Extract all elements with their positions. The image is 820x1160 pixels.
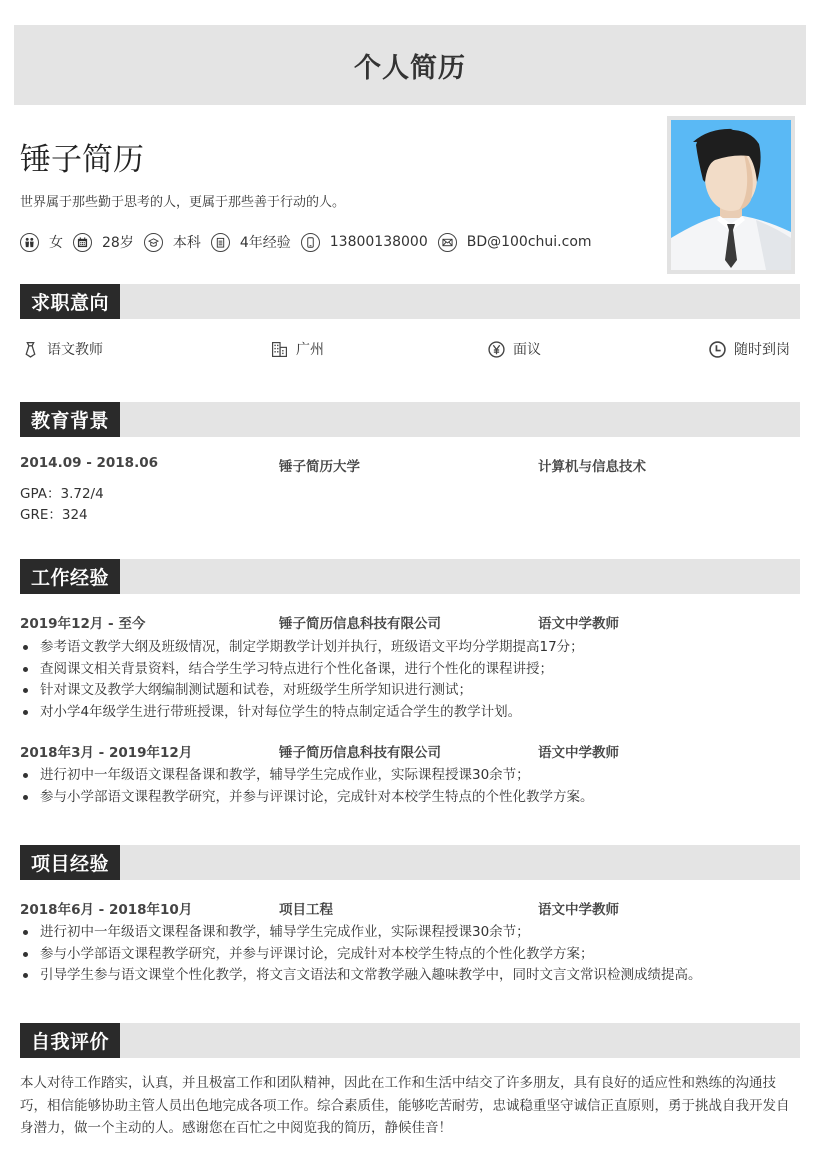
work-entry-2-bullets (20, 765, 594, 808)
work-entry-role: 语文中学教师 (538, 616, 619, 632)
yen-icon (488, 341, 505, 358)
education-period: 2014.09 - 2018.06 (20, 455, 158, 471)
info-phone (301, 233, 428, 252)
info-degree (144, 232, 201, 252)
intent-position-value: 语文教师 (47, 342, 103, 358)
info-age-value: 28岁 (102, 235, 134, 251)
list-item: 参考语文教学大纲及班级情况，制定学期教学计划并执行，班级语文平均分学期提高17分； (20, 637, 584, 659)
intent-availability (709, 339, 790, 359)
mail-icon (438, 233, 457, 252)
section-title-self-eval: 自我评价 (20, 1023, 120, 1058)
candidate-motto: 世界属于那些勤于思考的人，更属于那些善于行动的人。 (20, 195, 346, 210)
intent-salary (488, 339, 541, 359)
info-experience-value: 4年经验 (239, 235, 291, 251)
personal-info-line (20, 232, 602, 252)
intent-city (271, 339, 324, 359)
section-header-self-eval (20, 1023, 800, 1058)
education-school: 锤子简历大学 (279, 459, 360, 475)
list-item: 参与小学部语文课程教学研究，并参与评课讨论，完成针对本校学生特点的个性化教学方案； (20, 944, 702, 966)
work-entry-period: 2018年3月 - 2019年12月 (20, 745, 193, 761)
intent-availability-value: 随时到岗 (734, 342, 790, 358)
section-title-project: 项目经验 (20, 845, 120, 880)
tie-icon (22, 341, 39, 358)
section-header-project (20, 845, 800, 880)
section-header-education (20, 402, 800, 437)
candidate-name: 锤子简历 (20, 142, 144, 178)
section-header-intent (20, 284, 800, 319)
list-item: 对小学4年级学生进行带班授课，针对每位学生的特点制定适合学生的教学计划。 (20, 702, 584, 724)
intent-position (22, 339, 103, 359)
avatar-illustration (671, 120, 791, 270)
work-entry-role: 语文中学教师 (538, 745, 619, 761)
info-phone-value: 13800138000 (329, 234, 428, 250)
work-entry-period: 2019年12月 - 至今 (20, 616, 146, 632)
list-item: 进行初中一年级语文课程备课和教学，辅导学生完成作业，实际课程授课30余节； (20, 765, 594, 787)
list-item: 进行初中一年级语文课程备课和教学，辅导学生完成作业，实际课程授课30余节； (20, 922, 702, 944)
list-item: 参与小学部语文课程教学研究，并参与评课讨论，完成针对本校学生特点的个性化教学方案。 (20, 787, 594, 809)
project-role: 语文中学教师 (538, 902, 619, 918)
intent-city-value: 广州 (296, 342, 324, 358)
gender-icon (20, 233, 39, 252)
phone-icon (301, 233, 320, 252)
education-gre: GRE：324 (20, 507, 88, 523)
project-period: 2018年6月 - 2018年10月 (20, 902, 193, 918)
work-entry-company: 锤子简历信息科技有限公司 (279, 745, 441, 761)
list-item: 引导学生参与语文课堂个性化教学，将文言文语法和文常教学融入趣味教学中，同时文言文常识检测成绩提高。 (20, 965, 702, 987)
section-title-intent: 求职意向 (20, 284, 120, 319)
section-header-work (20, 559, 800, 594)
section-title-education: 教育背景 (20, 402, 120, 437)
graduation-cap-icon (144, 233, 163, 252)
info-age (73, 232, 134, 252)
work-entry-1-bullets (20, 637, 584, 723)
info-gender (20, 232, 63, 252)
building-icon (271, 341, 288, 358)
info-gender-value: 女 (49, 235, 63, 251)
job-intent-row (20, 339, 790, 361)
info-experience (211, 232, 291, 252)
section-title-work: 工作经验 (20, 559, 120, 594)
resume-banner (14, 25, 806, 105)
clock-icon (709, 341, 726, 358)
info-email-value: BD@100chui.com (466, 234, 592, 250)
education-major: 计算机与信息技术 (538, 459, 646, 475)
calendar-icon (73, 233, 92, 252)
education-gpa: GPA：3.72/4 (20, 486, 104, 502)
clipboard-icon (211, 233, 230, 252)
work-entry-company: 锤子简历信息科技有限公司 (279, 616, 441, 632)
banner-title: 个人简历 (354, 52, 466, 84)
list-item: 查阅课文相关背景资料，结合学生学习特点进行个性化备课，进行个性化的课程讲授； (20, 659, 584, 681)
project-bullets (20, 922, 702, 987)
list-item: 针对课文及教学大纲编制测试题和试卷，对班级学生所学知识进行测试； (20, 680, 584, 702)
intent-salary-value: 面议 (513, 342, 541, 358)
info-email (438, 233, 592, 252)
self-evaluation-text: 本人对待工作踏实，认真，并且极富工作和团队精神，因此在工作和生活中结交了许多朋友，具有良好的适应性和熟练的沟通技巧，相信能够协助主管人员出色地完成各项工作。综合素质佳，能够吃苦耐劳，忠诚稳重坚守诚信正直原则，勇于挑战自我开发自身潜力，做一个主动的人。感谢您在百忙之中阅览我的简历，静候佳音！ (20, 1075, 790, 1136)
info-degree-value: 本科 (172, 235, 201, 251)
project-name: 项目工程 (279, 902, 333, 918)
profile-photo (667, 116, 795, 274)
